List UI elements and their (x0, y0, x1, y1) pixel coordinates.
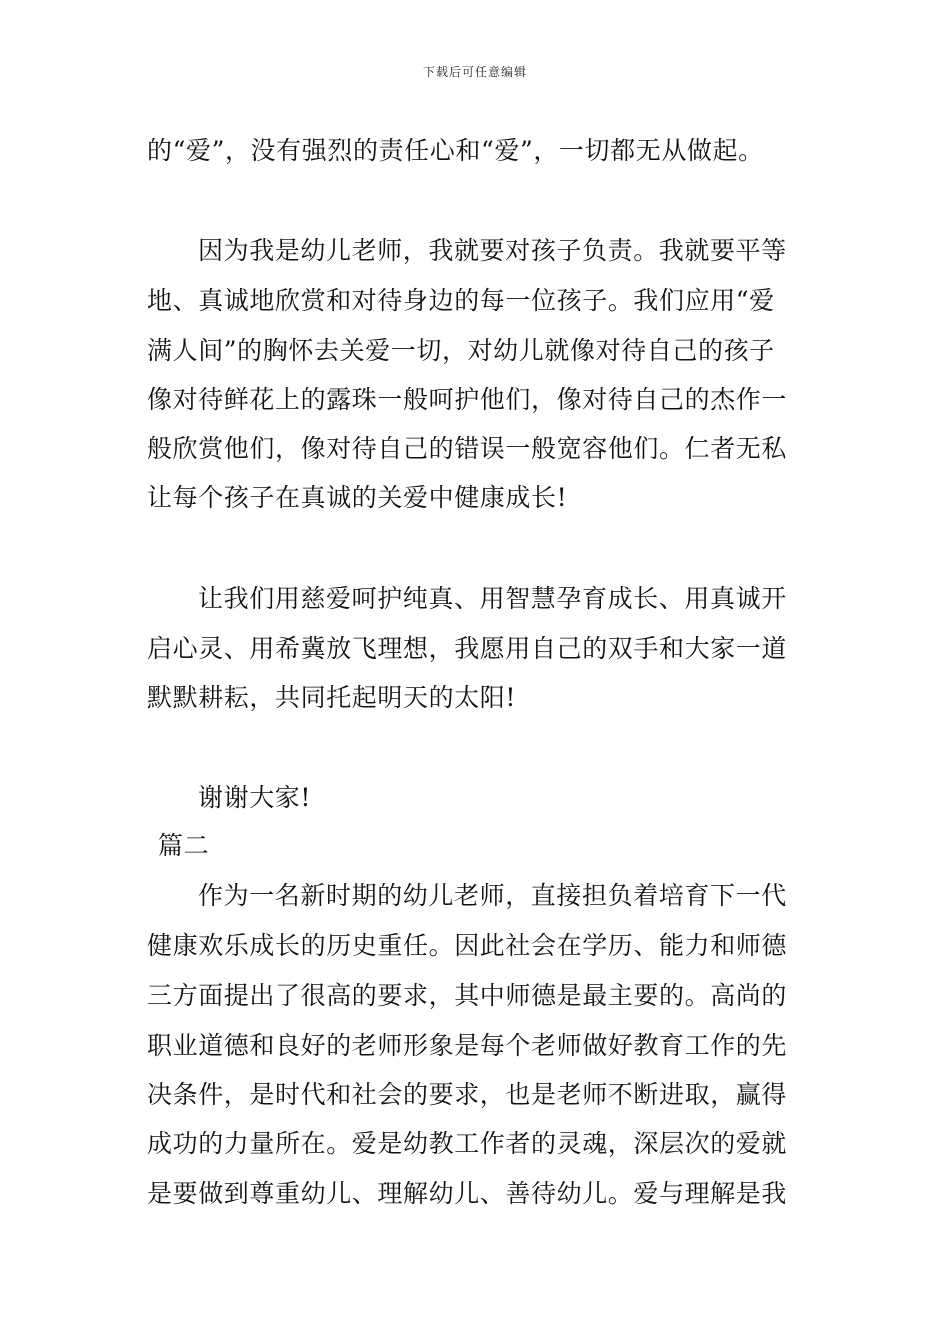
header-note: 下载后可任意编辑 (422, 65, 527, 79)
paragraph-3-line: 作为一名新时期的幼儿老师，直接担负着培育下一代 (198, 881, 787, 910)
paragraph-3-line: 决条件，是时代和社会的要求，也是老师不断进取，赢得 (147, 1080, 788, 1109)
paragraph-3-line: 三方面提出了很高的要求，其中师德是最主要的。高尚的 (147, 981, 788, 1010)
thanks-line: 谢谢大家! (198, 783, 312, 812)
paragraph-3-line: 职业道德和良好的老师形象是每个老师做好教育工作的先 (147, 1031, 788, 1060)
paragraph-3-line: 成功的力量所在。爱是幼教工作者的灵魂，深层次的爱就 (147, 1129, 788, 1158)
paragraph-1-line: 满人间”的胸怀去关爱一切，对幼儿就像对待自己的孩子 (147, 336, 775, 365)
paragraph-2-line: 启心灵、用希冀放飞理想，我愿用自己的双手和大家一道 (147, 634, 788, 663)
paragraph-2-line: 默默耕耘，共同托起明天的太阳! (147, 683, 517, 712)
paragraph-2-line: 让我们用慈爱呵护纯真、用智慧孕育成长、用真诚开 (198, 584, 787, 613)
paragraph-1-line: 因为我是幼儿老师，我就要对孩子负责。我就要平等 (198, 236, 787, 265)
opening-line: 的“爱”，没有强烈的责任心和“爱”，一切都无从做起。 (147, 136, 764, 165)
paragraph-3-line: 是要做到尊重幼儿、理解幼儿、善待幼儿。爱与理解是我 (147, 1179, 788, 1208)
paragraph-1-line: 让每个孩子在真诚的关爱中健康成长! (147, 483, 568, 512)
paragraph-1-line: 般欣赏他们，像对待自己的错误一般宽容他们。仁者无私 (147, 434, 788, 463)
paragraph-1-line: 地、真诚地欣赏和对待身边的每一位孩子。我们应用“爱 (147, 286, 775, 315)
section-heading: 篇二 (158, 831, 210, 860)
paragraph-1-line: 像对待鲜花上的露珠一般呵护他们，像对待自己的杰作一 (147, 385, 788, 414)
paragraph-3-line: 健康欢乐成长的历史重任。因此社会在学历、能力和师德 (147, 931, 788, 960)
